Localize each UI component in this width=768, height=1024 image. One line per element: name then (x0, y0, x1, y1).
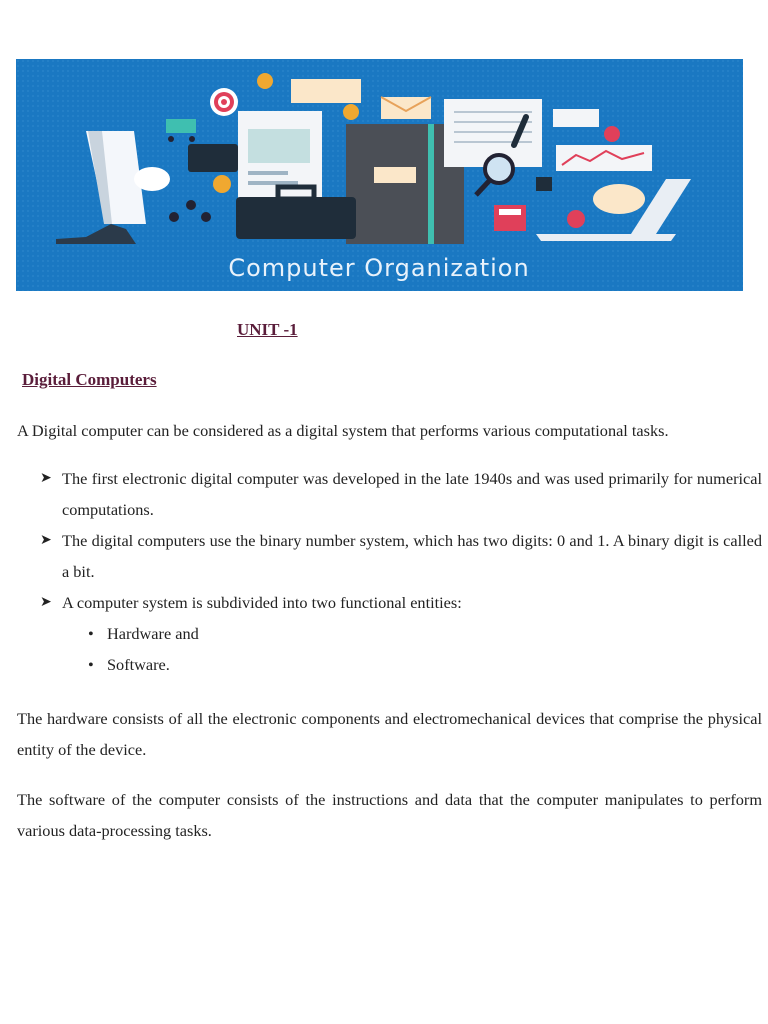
coin-icon (343, 104, 359, 120)
entity-list (62, 618, 762, 680)
arrow-bullet-icon: ➤ (40, 533, 52, 548)
chat-bubble-icon (134, 167, 170, 191)
target-icon (210, 88, 238, 116)
banner-image (16, 59, 743, 291)
certificate-icon (291, 79, 361, 103)
software-paragraph: The software of the computer consists of the instructions and data that the computer manipulates to perform various data-processing tasks. (17, 790, 762, 840)
hardware-paragraph: The hardware consists of all the electronic components and electromechanical devices that comprise the physical entity of the device. (17, 709, 762, 759)
arrow-bullet-icon: ➤ (40, 595, 52, 610)
list-item: ➤ The digital computers use the binary number system, which has two digits: 0 and 1. A binary digit is called a bit. (17, 525, 762, 587)
chat-bubble-icon (593, 184, 645, 214)
section-heading: Digital Computers (22, 370, 157, 389)
arrow-bullet-list (17, 463, 762, 680)
intro-paragraph: A Digital computer can be considered as a digital system that performs various computational tasks. (17, 421, 669, 440)
line-chart-icon (556, 145, 652, 171)
coin-icon (257, 73, 273, 89)
arrow-bullet-icon: ➤ (40, 471, 52, 486)
coin-icon (213, 175, 231, 193)
envelope-icon (381, 97, 431, 119)
folder-icon (188, 144, 238, 172)
lock-icon (536, 177, 552, 191)
bullet-dot-icon: • (88, 655, 94, 674)
banner-illustration (16, 59, 743, 291)
coin-icon (604, 126, 620, 142)
list-item: ➤ A computer system is subdivided into two functional entities: • Hardware and • Software. (17, 587, 762, 680)
card-icon (553, 109, 599, 127)
calculator-icon (494, 205, 526, 231)
bullet-dot-icon: • (88, 624, 94, 643)
list-item: ➤ The first electronic digital computer was developed in the late 1940s and was used primarily for numerical computations. (17, 463, 762, 525)
gauge-icon (567, 210, 585, 228)
list-item: • Software. (62, 649, 762, 680)
unit-title: UNIT -1 (237, 320, 298, 339)
list-item: • Hardware and (62, 618, 762, 649)
banner-title: Computer Organization (228, 254, 530, 282)
